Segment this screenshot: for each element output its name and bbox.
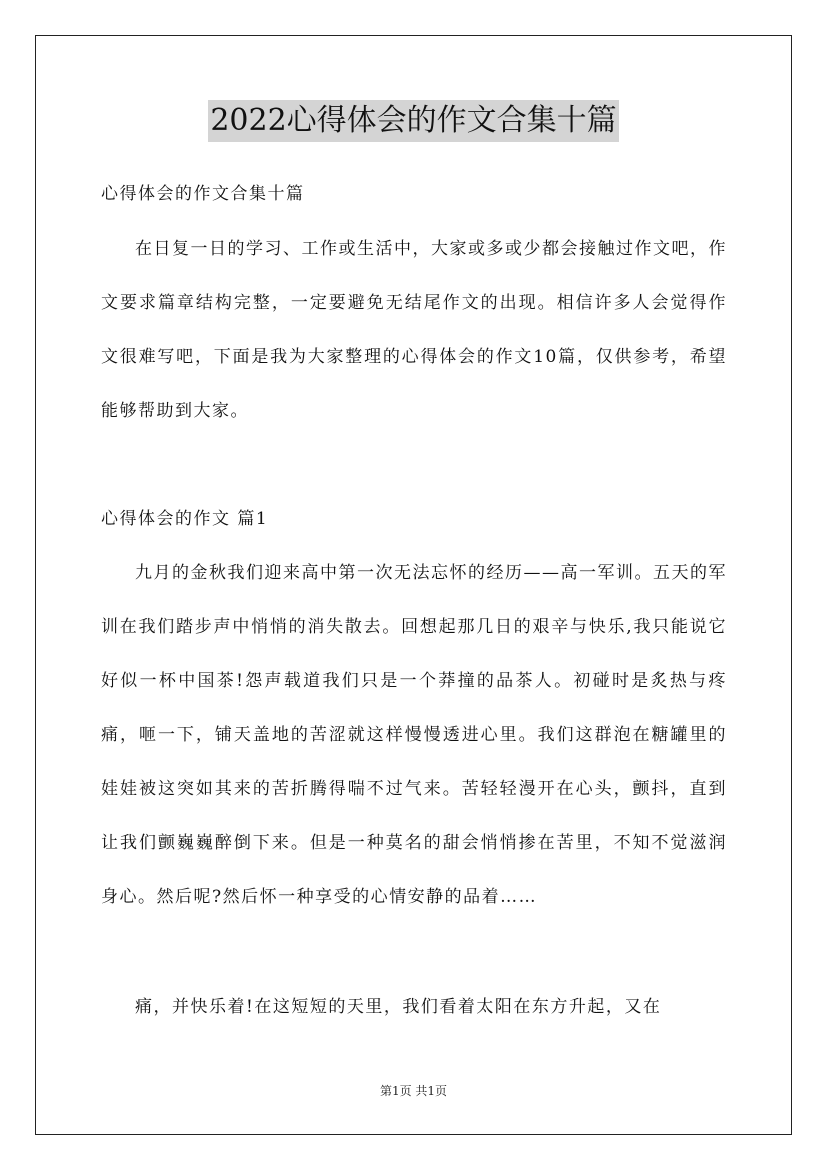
page-footer: 第1页 共1页 <box>379 1084 448 1098</box>
document-subtitle: 心得体会的作文合集十篇 <box>101 184 305 204</box>
section-paragraph-1: 九月的金秋我们迎来高中第一次无法忘怀的经历——高一军训。五天的军训在我们踏步声中悄悄的消失散去。回想起那几日的艰辛与快乐,我只能说它好似一杯中国茶!怨声载道我们只是一个莽撞的品茶人。初碰时是炙热与疼痛，咂一下，铺天盖地的苦涩就这样慢慢透进心里。我们这群泡在糖罐里的娃娃被这突如其来的苦折腾得喘不过气来。苦轻轻漫开在心头，颤抖，直到让我们颤巍巍醉倒下来。但是一种莫名的甜会悄悄掺在苦里，不知不觉滋润身心。然后呢?然后怀一种享受的心情安静的品着…… <box>101 563 727 907</box>
section-paragraph-2: 痛，并快乐着!在这短短的天里，我们看着太阳在东方升起，又在 <box>135 997 662 1017</box>
intro-paragraph: 在日复一日的学习、工作或生活中，大家或多或少都会接触过作文吧，作文要求篇章结构完整，一定要避免无结尾作文的出现。相信许多人会觉得作文很难写吧，下面是我为大家整理的心得体会的作文10篇，仅供参考，希望能够帮助到大家。 <box>101 239 727 421</box>
document-title: 2022心得体会的作文合集十篇 <box>208 100 618 142</box>
section-heading: 心得体会的作文 篇1 <box>101 509 269 529</box>
title-container <box>0 100 827 142</box>
